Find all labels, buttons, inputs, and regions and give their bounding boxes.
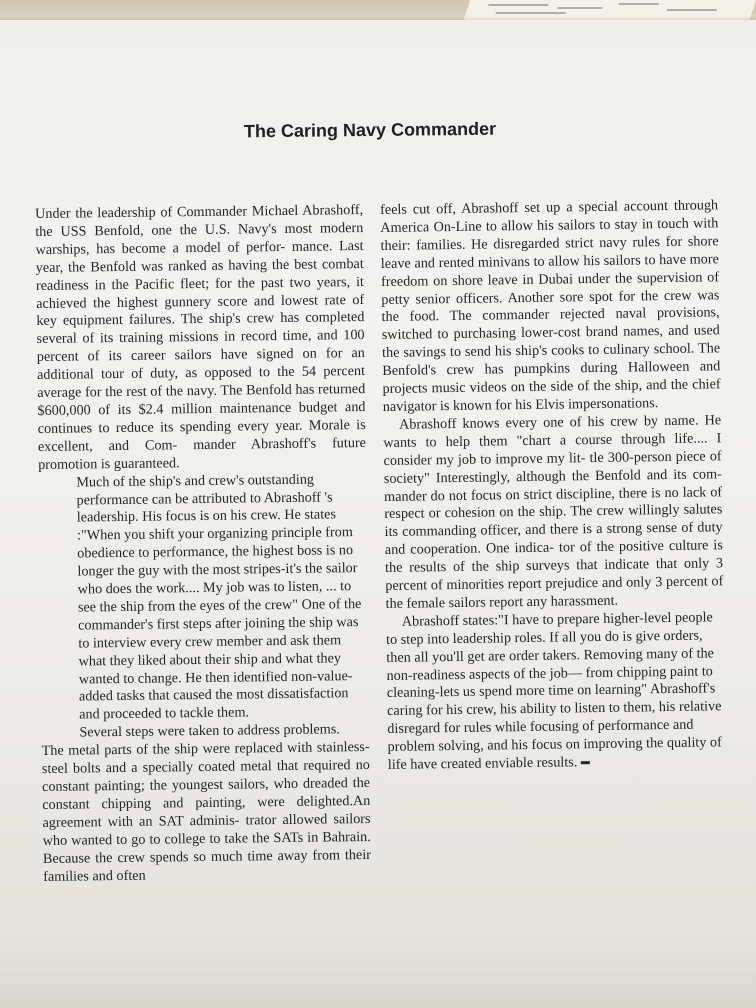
page-shadow bbox=[0, 948, 756, 1008]
left-paragraph-1: Under the leadership of Commander Michael Abrashoff, the USS Benfold, one the U.S. Navy's most modern warships, has become a model of perfor- mance. Last year, the Benfold was ranked as having the best combat readiness in the Pacific fleet; for the past two years, it achieved the highest gunnery score and lowest rate of key equipment failures. The ship's crew has completed several of its training missions in record time, and 100 percent of its career sailors have signed on for an additional tour of duty, as opposed to the 54 percent average for the rest of the navy. The Benfold has returned $600,000 of its $2.4 million maintenance budget and continues to reduce its spending every year. Morale is excellent, and Com- mander Abrashoff's future promotion is guaranteed. bbox=[35, 201, 367, 473]
document-page bbox=[0, 20, 756, 1008]
right-paragraph-2: Abrashoff knows every one of his crew by name. He wants to help them "chart a course through life.... I consider my job to improve my lit- tle 300-person piece of society" Interestingly, although the Benfold and its com- mander do not focus on strict discipline, there is no lack of respect or cohesion on the ship. The crew willingly salutes its commanding officer, and there is a strong sense of duty and cooperation. One indica- tor of the positive culture is the results of the ship surveys that indicate that only 3 percent of minorities report prejudice and only 3 percent of the female sailors report any harassment. bbox=[383, 412, 724, 612]
left-column bbox=[35, 202, 371, 886]
document-title: The Caring Navy Commander bbox=[243, 118, 497, 142]
right-column bbox=[380, 197, 726, 775]
underlying-page-corner bbox=[463, 0, 756, 22]
left-paragraph-2: Much of the ship's and crew's outstanding performance can be attributed to Abrashoff 's leadership. His focus is on his crew. He states :"When you shift your organizing principle from obedience to performance, the highest boss is no longer the guy with the most stripes-it's the sailor who does the work.... My job was to listen, ... to see the ship from the eyes of the crew" One of the commander's first steps after joining the ship was to interview every crew member and ask them what they liked about their ship and what they wanted to change. He then identified non-value- added tasks that caused the most dissatisfaction and proceeded to tackle them. bbox=[76, 471, 362, 723]
right-paragraph-1: feels cut off, Abrashoff set up a special account through America On-Line to allow his sailors to stay in touch with their: families. He disregarded strict navy rules for shore leave and rented minivans to allow his sailors to have more freedom on shore leave in Dubai under the supervision of petty senior officers. Another sore spot for the crew was the food. The commander rejected naval provisions, switched to purchasing lower-cost brand names, and used the savings to send his ship's cooks to culinary school. The Benfold's crew has pumpkins during Halloween and projects music videos on the side of the ship, and the chief navigator is known for his Elvis impersonations. bbox=[380, 197, 721, 415]
end-of-article-mark bbox=[581, 761, 590, 764]
left-paragraph-4: The metal parts of the ship were replaced with stainless-steel bolts and a specially coated metal that required no constant painting; the youngest sailors, who dreaded the constant chipping and painting, were delighted.An agreement with an SAT adminis- trator allowed sailors who wanted to go to college to take the SATs in Bahrain. Because the crew spends so much time away from their families and often bbox=[41, 739, 372, 885]
right-paragraph-3 bbox=[386, 609, 726, 775]
right-paragraph-3-text: Abrashoff states:"I have to prepare higher-level people to step into leadership roles. If all you do is give orders, then all you'll get are order takers. Removing many of the non-readiness aspects of the job— from chipping paint to cleaning-lets us spend more time on learning" Abrashoff's caring for his crew, his ability to listen to them, his relative disregard for rules while focusing of performance and problem solving, and his focus on improving the quality of life have created enviable results. bbox=[386, 609, 722, 774]
left-paragraph-3: Several steps were taken to address problems. bbox=[79, 721, 340, 741]
